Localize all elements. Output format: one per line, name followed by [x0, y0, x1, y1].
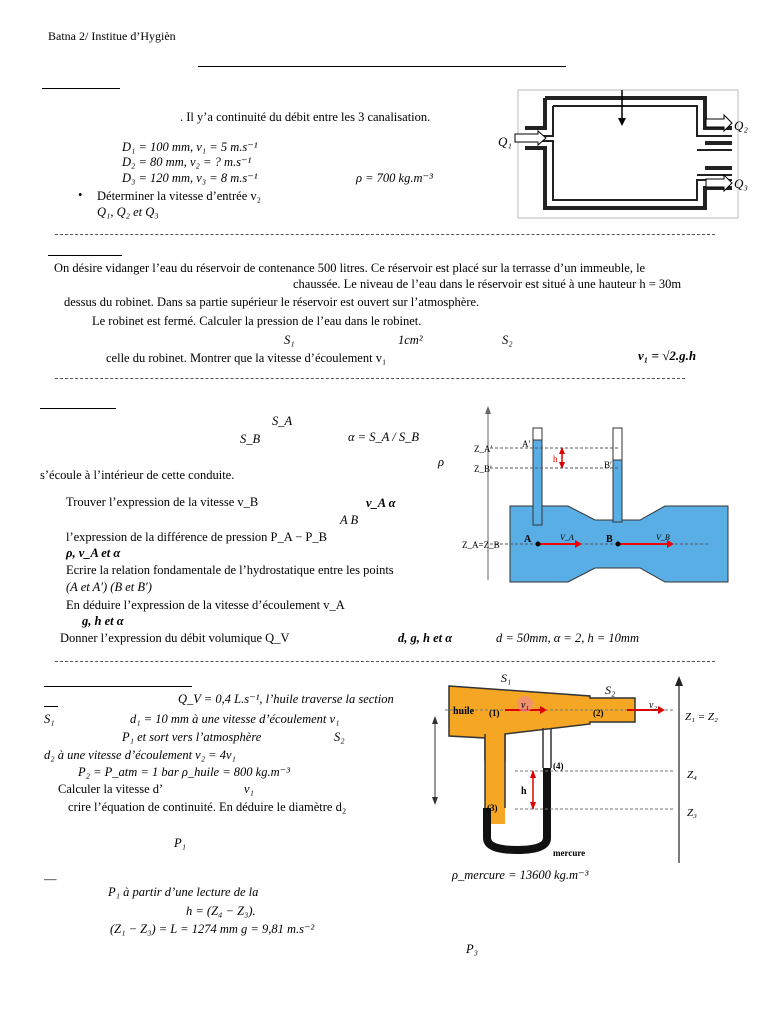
fig4-h: h — [521, 786, 527, 797]
institution-header: Batna 2/ Institue d’Hygièn — [48, 29, 176, 43]
ex3-alpha-def: α = S_A / S_B — [348, 430, 420, 444]
ex4-short-line — [44, 706, 58, 707]
ex1-line3: D₃ = 120 mm, v₃ = 8 m.s⁻¹ — [122, 171, 258, 185]
ex2-line2: chaussée. Le niveau de l’eau dans le réservoir est situé à une hauteur h = 30m — [293, 277, 682, 291]
ex4-v1: v₁ — [244, 782, 254, 796]
ex3-q5-vars: d, g, h et α — [398, 631, 453, 645]
ex4-s1: S₁ — [44, 712, 55, 726]
ex4-s2: S₂ — [334, 730, 345, 744]
fig3-a: A — [524, 534, 532, 545]
ex3-heading-line — [40, 408, 116, 409]
fig1-q1-label: Q₁ — [498, 134, 512, 149]
ex4-z-def: (Z₁ − Z₃) = L = 1274 mm g = 9,81 m.s⁻² — [110, 922, 315, 936]
ex4-calc: Calculer la vitesse d’ — [58, 782, 164, 796]
fig3-b1: B′ — [604, 460, 612, 470]
ex3-q4: En déduire l’expression de la vitesse d’écoulement v_A — [66, 598, 345, 612]
ex1-question-b: Q₁, Q₂ et Q₃ — [97, 205, 159, 219]
ex3-sb: S_B — [240, 432, 261, 446]
fig4-point2: (2) — [593, 708, 604, 718]
ex2-area: 1cm² — [398, 333, 423, 347]
ex2-line3: dessus du robinet. Dans sa partie supérieur le réservoir est ouvert sur l’atmosphère. — [64, 295, 480, 309]
ex4-p3: P₃ — [466, 942, 478, 956]
fig4-oil-label: huile — [453, 706, 475, 717]
ex2-torricelli-formula: v₁ = √2.g.h — [638, 348, 697, 363]
ex3-q3: Ecrire la relation fondamentale de l’hydrostatique entre les points — [66, 563, 394, 577]
ex4-heading-line — [44, 686, 192, 687]
fig3-a1: A′ — [522, 439, 531, 449]
ex4-p2: P₂ = P_atm = 1 bar ρ_huile = 800 kg.m⁻³ — [78, 765, 290, 779]
fig4-s1: S₁ — [501, 671, 512, 685]
fig3-za1: Z_A′ — [474, 444, 493, 454]
fig4-point4: (4) — [553, 761, 564, 771]
fig1-q2-label: Q₂ — [734, 118, 748, 133]
ex3-q5-values: d = 50mm, α = 2, h = 10mm — [496, 631, 639, 645]
ex4-p1: P₁ et sort vers l’atmosphère — [122, 730, 262, 744]
separator — [55, 661, 715, 663]
fig1-q3-label: Q₃ — [734, 176, 748, 191]
ex3-q1: Trouver l’expression de la vitesse v_B — [66, 495, 259, 509]
separator — [55, 234, 715, 236]
ex3-q2: l’expression de la différence de pression P_A − P_B — [66, 530, 327, 544]
fig4-z4: Z₄ — [687, 769, 697, 781]
ex4-manometer-figure — [425, 668, 745, 863]
ex4-flowrate: Q_V = 0,4 L.s⁻¹, l’huile traverse la section — [178, 692, 394, 706]
ex2-question1: Le robinet est fermé. Calculer la pression de l’eau dans le robinet. — [92, 314, 422, 328]
ex1-reservoir-figure — [470, 88, 760, 223]
fig3-vb: V_B — [656, 533, 670, 542]
fig4-point3: (3) — [487, 803, 498, 813]
ex4-p1b: P₁ — [174, 836, 186, 850]
ex3-venturi-figure — [460, 400, 730, 590]
fig4-s2: S₂ — [605, 683, 616, 697]
ex1-bullet: • — [78, 188, 83, 202]
ex3-q1-vars: v_A α — [366, 496, 396, 510]
ex1-line2: D₂ = 80 mm, v₂ = ? m.s⁻¹ — [122, 155, 252, 169]
ex2-question2: celle du robinet. Montrer que la vitesse d’écoulement v₁ — [106, 351, 387, 365]
ex2-heading-line — [48, 255, 122, 256]
fig3-zb1: Z_B′ — [474, 464, 492, 474]
ex3-rho: ρ — [438, 455, 444, 469]
ex4-dash: — — [44, 872, 57, 886]
ex3-flow: s’écoule à l’intérieur de cette conduite. — [40, 468, 235, 482]
ex2-line1: On désire vidanger l’eau du réservoir de contenance 500 litres. Ce réservoir est placé sur la terrasse d’un immeuble, le — [54, 261, 646, 275]
ex2-s1: S₁ — [284, 333, 295, 347]
ex4-rho-mercury: ρ_mercure = 13600 kg.m⁻³ — [452, 868, 589, 882]
separator — [55, 378, 685, 380]
fig4-point1: (1) — [489, 708, 500, 718]
ex3-q4-vars: g, h et α — [82, 614, 124, 628]
ex3-q3-points: (A et A′) (B et B′) — [66, 580, 152, 594]
fig3-zab: Z_A=Z_B — [462, 540, 500, 550]
fig4-z12: Z₁ = Z₂ — [685, 711, 718, 723]
title-underline — [198, 66, 566, 67]
fig4-v2: v₂ — [649, 700, 657, 711]
ex1-density: ρ = 700 kg.m⁻³ — [356, 171, 433, 185]
ex4-p1-reading: P₁ à partir d’une lecture de la — [108, 885, 259, 899]
ex1-line1: D₁ = 100 mm, v₁ = 5 m.s⁻¹ — [122, 140, 258, 154]
fig3-va: V_A — [560, 533, 574, 542]
ex4-d2: d₂ à une vitesse d’écoulement v₂ = 4v₁ — [44, 748, 236, 762]
ex4-h-def: h = (Z₄ − Z₃). — [186, 904, 256, 918]
ex3-q5: Donner l’expression du débit volumique Q_V — [60, 631, 290, 645]
fig3-h: h — [553, 454, 558, 464]
fig3-b: B — [606, 534, 613, 545]
ex1-question: Déterminer la vitesse d’entrée v₂ — [97, 189, 262, 203]
ex2-s2: S₂ — [502, 333, 513, 347]
fig4-mercury-label: mercure — [553, 848, 586, 858]
ex4-d1: d₁ = 10 mm à une vitesse d’écoulement v₁ — [130, 712, 340, 726]
fig4-z3: Z₃ — [687, 807, 697, 819]
fig4-v1: v₁ — [521, 700, 529, 711]
ex1-heading-line — [42, 88, 120, 89]
ex1-intro: . Il y’a continuité du débit entre les 3 canalisation. — [180, 110, 431, 124]
ex4-continuity: crire l’équation de continuité. En déduire le diamètre d₂ — [68, 800, 347, 814]
ex3-sa: S_A — [272, 414, 293, 428]
ex3-q2-vars: ρ, v_A et α — [66, 546, 121, 560]
ex3-q1-points: A B — [340, 513, 359, 527]
